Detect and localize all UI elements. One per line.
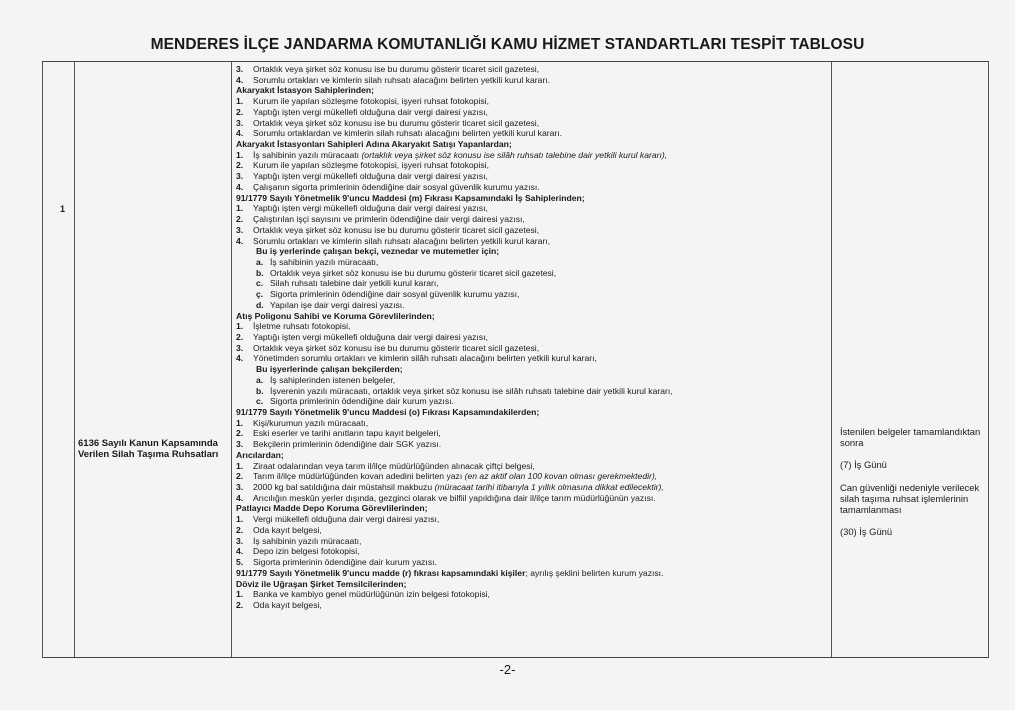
list-item-number: c.	[256, 278, 264, 289]
list-item	[236, 236, 826, 247]
list-item	[236, 203, 826, 214]
list-item-number: 1.	[236, 514, 244, 525]
list-item-number: 2.	[236, 331, 244, 342]
list-item-number: d.	[256, 299, 264, 310]
list-item	[236, 321, 826, 332]
list-item-number: 3.	[236, 171, 244, 182]
list-item-text: Kişi/kurumun yazılı müracaatı,	[253, 417, 369, 428]
list-item-text: Çalıştırılan işçi sayısını ve primlerin ödendiğine dair vergi dairesi yazısı,	[253, 214, 525, 225]
list-item-text: Bekçilerin primlerinin ödendiğine dair SGK yazısı.	[253, 439, 442, 450]
list-item	[236, 461, 826, 472]
list-item-note: (ortaklık veya şirket söz konusu ise silâh ruhsatı talebine dair yetkili kurul kararı),	[361, 149, 668, 160]
list-item	[236, 96, 826, 107]
list-item-number: 5.	[236, 557, 244, 568]
list-item-number: 2.	[236, 106, 244, 117]
list-item-number: c.	[256, 396, 264, 407]
list-item	[236, 514, 826, 525]
list-item-number: 3.	[236, 224, 244, 235]
list-item	[236, 118, 826, 129]
list-item-text: İş sahibinin yazılı müracaatı,	[253, 535, 362, 546]
list-item-number: 3.	[236, 342, 244, 353]
list-item	[236, 343, 826, 354]
list-item	[236, 160, 826, 171]
list-item-number: 4.	[236, 74, 244, 85]
list-item-text: Çalışanın sigorta primlerinin ödendiğine dair sosyal güvenlik kurumu yazısı.	[253, 181, 540, 192]
list-item	[236, 300, 826, 311]
list-item	[236, 182, 826, 193]
table-border-left	[42, 62, 43, 657]
list-item-text: Banka ve kambiyo genel müdürlüğünün izin belgesi fotokopisi,	[253, 589, 490, 600]
list-item-text: Yaptığı işten vergi mükellefi olduğuna dair vergi dairesi yazısı,	[253, 106, 488, 117]
list-item-text: Ortaklık veya şirket söz konusu ise bu durumu gösterir ticaret sicil gazetesi,	[253, 64, 540, 74]
list-item-number: 3.	[236, 482, 244, 493]
list-item-number: 2.	[236, 599, 244, 610]
list-item-number: 1.	[236, 96, 244, 107]
section-heading: Bu işyerlerinde çalışan bekçilerden;	[256, 364, 403, 375]
list-item-text: Sorumlu ortakları ve kimlerin silah ruhsatı alacağını belirten yetkili kurul kararı,	[253, 235, 551, 246]
list-item-text: Oda kayıt belgesi,	[253, 599, 322, 610]
list-item-text: İşverenin yazılı müracaatı, ortaklık veya şirket söz konusu ise silâh ruhsatı talebine dair yetkili kurul kararı,	[270, 385, 673, 396]
list-item-text: Yaptığı işten vergi mükellefi olduğuna dair vergi dairesi yazısı,	[253, 171, 488, 182]
list-item-number: 1.	[236, 417, 244, 428]
list-item-number: 4.	[236, 492, 244, 503]
section-heading: Bu iş yerlerinde çalışan bekçi, veznedar ve mutemetler için;	[256, 246, 500, 257]
list-item	[236, 600, 826, 611]
list-item-text: ; ayrılış şeklini belirten kurum yazısı.	[525, 567, 664, 578]
list-item-bold: 91/1779 Sayılı Yönetmelik 9'uncu madde (r) fıkrası kapsamındaki kişiler	[236, 567, 526, 578]
list-item-number: 2.	[236, 428, 244, 439]
section-heading: Akaryakıt İstasyonları Sahipleri Adına Akaryakıt Satışı Yapanlardan;	[236, 139, 512, 150]
list-item	[236, 268, 826, 279]
list-item	[236, 557, 826, 568]
completion-time-column	[840, 426, 985, 548]
list-item	[236, 171, 826, 182]
list-item-number: b.	[256, 267, 264, 278]
list-item	[236, 353, 826, 364]
list-item-number: 1.	[236, 321, 244, 332]
list-item	[236, 428, 826, 439]
list-item	[236, 289, 826, 300]
completion-time-note: (7) İş Günü	[840, 459, 887, 471]
list-item-number: ç.	[256, 289, 264, 300]
list-item-number: 3.	[236, 439, 244, 450]
list-item-text: Yönetimden sorumlu ortakları ve kimlerin silâh ruhsatı alacağını belirten yetkili kurul kararı,	[253, 353, 597, 364]
list-item	[236, 471, 826, 482]
list-item-text: İşletme ruhsatı fotokopisi,	[253, 321, 351, 332]
list-item-text: Arıcılığın meskûn yerler dışında, gezginci olarak ve bilfiil yapıldığına dair il/ilçe tarım müdürlüğünün yazısı.	[253, 492, 656, 503]
list-item	[236, 536, 826, 547]
completion-time-note: Can güvenliği nedeniyle verilecek silah taşıma ruhsat işlemlerinin tamamlanması	[840, 481, 980, 516]
list-item-text: Sigorta primlerinin ödendiğine dair sosyal güvenlik kurumu yazısı,	[270, 289, 520, 300]
list-item-number: 2.	[236, 214, 244, 225]
list-item-number: b.	[256, 385, 264, 396]
list-item	[236, 128, 826, 139]
list-item-text: Ortaklık veya şirket söz konusu ise bu durumu gösterir ticaret sicil gazetesi,	[253, 117, 540, 128]
list-item-number: 2.	[236, 471, 244, 482]
list-item-text: Silah ruhsatı talebine dair yetkili kurul kararı,	[270, 278, 439, 289]
list-item-number: 2.	[236, 524, 244, 535]
column-divider-documents	[831, 62, 832, 657]
page-number: -2-	[499, 662, 516, 677]
document-title: MENDERES İLÇE JANDARMA KOMUTANLIĞI KAMU HİZMET STANDARTLARI TESPİT TABLOSU	[150, 36, 865, 53]
table-border-right	[988, 62, 989, 657]
list-item	[236, 482, 826, 493]
list-item-text: Yapılan işe dair vergi dairesi yazısı.	[270, 299, 405, 310]
list-item-number: a.	[256, 256, 264, 267]
list-item-text: 2000 kg bal satıldığına dair müstahsil makbuzu	[253, 482, 435, 493]
list-item-text: Depo izin belgesi fotokopisi,	[253, 546, 360, 557]
list-item-text: Ortaklık veya şirket söz konusu ise bu durumu gösterir ticaret sicil gazetesi,	[253, 342, 540, 353]
completion-time-note: (30) İş Günü	[840, 526, 893, 538]
list-item-number: 1.	[236, 149, 244, 160]
list-item-number: 4.	[236, 235, 244, 246]
list-item-number: 4.	[236, 128, 244, 139]
completion-time-note: İstenilen belgeler tamamlandıktan sonra	[840, 426, 981, 449]
list-item	[236, 75, 826, 86]
list-item-text: Yaptığı işten vergi mükellefi olduğuna dair vergi dairesi yazısı,	[253, 331, 488, 342]
list-item-text: Yaptığı işten vergi mükellefi olduğuna dair vergi dairesi yazısı,	[253, 203, 488, 214]
list-item	[236, 396, 826, 407]
section-heading: 91/1779 Sayılı Yönetmelik 9'uncu Maddesi (o) Fıkrası Kapsamındakilerden;	[236, 407, 540, 417]
list-item-number: 4.	[236, 546, 244, 557]
list-item-number: 4.	[236, 353, 244, 364]
list-item	[236, 225, 826, 236]
list-item-text: Sorumlu ortakları ve kimlerin silah ruhsatı alacağını belirten yetkili kurul kararı.	[253, 74, 551, 85]
section-heading: Arıcılardan;	[236, 449, 284, 460]
list-item-text: Ziraat odalarından veya tarım il/ilçe müdürlüğünden alınacak çiftçi belgesi,	[253, 460, 535, 471]
list-item-text: Ortaklık veya şirket söz konusu ise bu durumu gösterir ticaret sicil gazetesi,	[270, 267, 557, 278]
list-item	[236, 493, 826, 504]
list-item-text: Kurum ile yapılan sözleşme fotokopisi, işyeri ruhsat fotokopisi,	[253, 96, 489, 107]
list-item	[236, 439, 826, 450]
list-item-number: 3.	[236, 117, 244, 128]
column-divider-service	[231, 62, 232, 657]
list-item-number: 1.	[236, 589, 244, 600]
list-item-number: 3.	[236, 535, 244, 546]
list-item-text: Sigorta primlerinin ödendiğine dair kurum yazısı.	[253, 557, 437, 568]
list-item-text: İş sahibinin yazılı müracaatı	[253, 149, 362, 160]
column-divider-number	[74, 62, 75, 657]
list-item-text: İş sahiplerinden istenen belgeler,	[270, 374, 396, 385]
list-item-text: Vergi mükellefi olduğuna dair vergi dairesi yazısı,	[253, 514, 440, 525]
section-heading: Döviz ile Uğraşan Şirket Temsilcilerinden;	[236, 578, 407, 589]
list-item-text: Tarım il/ilçe müdürlüğünden kovan adedini belirten yazı	[253, 471, 465, 482]
list-item-text: Sigorta primlerinin ödendiğine dair kurum yazısı.	[270, 396, 454, 407]
section-heading: Patlayıcı Madde Depo Koruma Görevlilerinden;	[236, 503, 428, 514]
list-item	[236, 525, 826, 536]
list-item-number: 4.	[236, 181, 244, 192]
required-documents-list	[236, 64, 826, 611]
section-heading: Atış Poligonu Sahibi ve Koruma Görevlilerinden;	[236, 310, 435, 321]
list-item-number: a.	[256, 374, 264, 385]
list-item-text: Sorumlu ortaklardan ve kimlerin silah ruhsatı alacağını belirten yetkili kurul kararı.	[253, 128, 563, 139]
list-item	[236, 278, 826, 289]
list-item-text: Ortaklık veya şirket söz konusu ise bu durumu gösterir ticaret sicil gazetesi,	[253, 224, 540, 235]
list-item	[236, 257, 826, 268]
list-item-number: 3.	[236, 64, 244, 74]
section-heading: Akaryakıt İstasyon Sahiplerinden;	[236, 85, 375, 96]
list-item-text: Kurum ile yapılan sözleşme fotokopisi, işyeri ruhsat fotokopisi,	[253, 160, 489, 171]
list-item	[236, 107, 826, 118]
list-item-number: 1.	[236, 460, 244, 471]
list-item	[236, 546, 826, 557]
list-item-text: İş sahibinin yazılı müracaatı,	[270, 256, 379, 267]
list-item-number: 2.	[236, 160, 244, 171]
list-item	[236, 375, 826, 386]
section-heading: 91/1779 Sayılı Yönetmelik 9'uncu Maddesi (m) Fıkrası Kapsamındaki İş Sahiplerinden;	[236, 192, 585, 203]
service-name: 6136 Sayılı Kanun Kapsamında Verilen Silah Taşıma Ruhsatları	[78, 438, 219, 460]
list-item-number: 1.	[236, 203, 244, 214]
list-item	[236, 418, 826, 429]
list-item	[236, 332, 826, 343]
list-item-text: Oda kayıt belgesi,	[253, 524, 322, 535]
list-item	[236, 214, 826, 225]
list-item-text: Eski eserler ve tarihi anıtların tapu kayıt belgeleri,	[253, 428, 441, 439]
list-item	[236, 568, 826, 579]
list-item	[236, 589, 826, 600]
list-item	[236, 386, 826, 397]
list-item-note: (müracaat tarihi itibarıyla 1 yıllık olmasına dikkat edilecektir),	[434, 482, 664, 493]
list-item	[236, 64, 826, 75]
list-item	[236, 150, 826, 161]
row-number: 1	[60, 204, 66, 214]
list-item-note: (en az aktif olan 100 kovan olması gerekmektedir),	[464, 471, 658, 482]
